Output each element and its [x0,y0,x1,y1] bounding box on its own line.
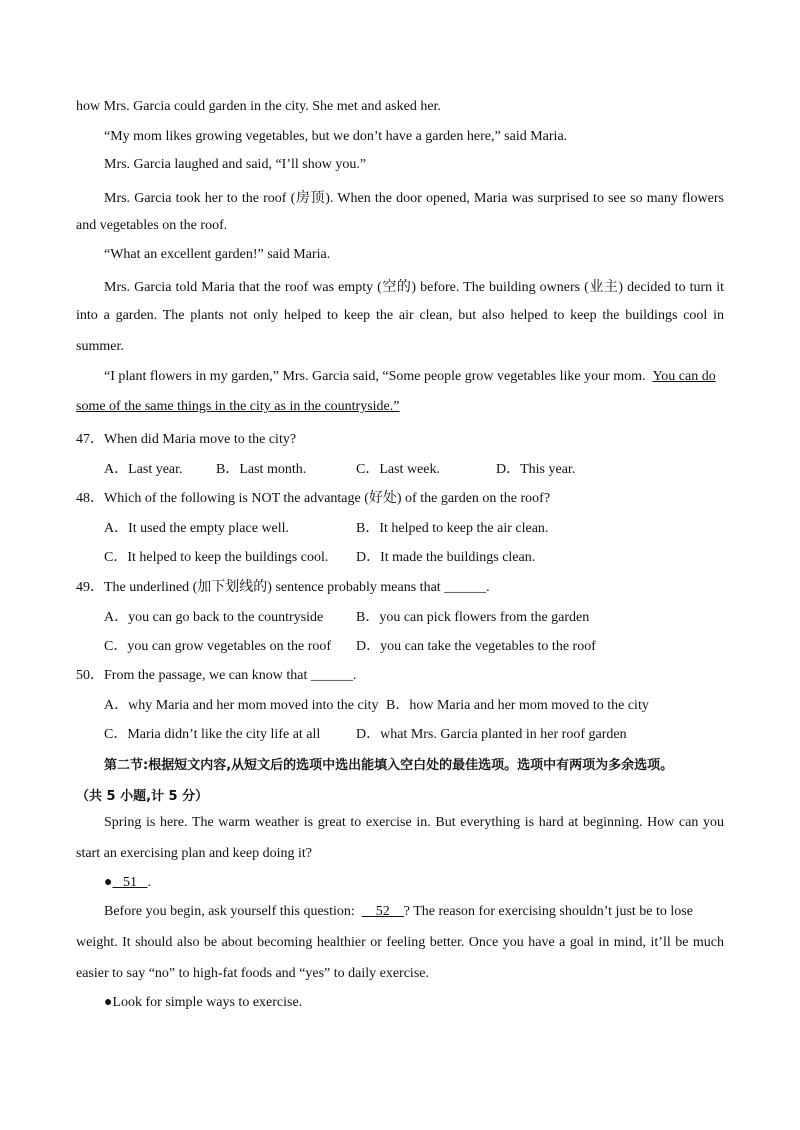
question-stem: 47．When did Maria move to the city? [76,432,297,447]
passage-line: summer. [76,339,124,354]
question-stem: 50．From the passage, we can know that ______. [76,668,357,683]
option-b: B．how Maria and her mom moved to the city [386,698,649,713]
passage-line: and vegetables on the roof. [76,218,228,233]
passage-line: “My mom likes growing vegetables, but we don’t have a garden here,” said Maria. [104,129,568,144]
option-d: D．you can take the vegetables to the roof [356,639,596,654]
option-c: C．Maria didn’t like the city life at all [104,727,321,742]
option-c: C．It helped to keep the buildings cool. [104,550,329,565]
section-heading: 第二节:根据短文内容,从短文后的选项中选出能填入空白处的最佳选项。选项中有两项为多余选项。 [104,758,674,773]
option-a: A．Last year. [104,462,183,477]
option-b: B．Last month. [216,462,307,477]
passage-line: into a garden. The plants not only helped to keep the air clean, but also helped to keep the buildings cool in [76,308,724,323]
blank-52: 52 [375,904,390,919]
option-d: D．This year. [496,462,576,477]
option-c: C．Last week. [356,462,440,477]
passage-line: “What an excellent garden!” said Maria. [104,247,331,262]
blank-51-line: ● 51 . [104,875,151,890]
passage-line: how Mrs. Garcia could garden in the city. She met and asked her. [76,99,441,114]
option-a: A．why Maria and her mom moved into the city [104,698,379,713]
passage-line: weight. It should also be about becoming healthier or feeling better. Once you have a goal in mind, it’ll be much [76,935,724,950]
underlined-sentence-part: some of the same things in the city as in the countryside.” [76,399,400,414]
passage-line: easier to say “no” to high-fat foods and “yes” to daily exercise. [76,966,429,981]
passage-line: Mrs. Garcia took her to the roof (房顶). When the door opened, Maria was surprised to see so many flowers [104,191,724,206]
passage-line: start an exercising plan and keep doing it? [76,846,312,861]
blank-51: 51 [122,875,137,890]
question-stem: 49．The underlined (加下划线的) sentence probably means that ______. [76,580,490,595]
option-c: C．you can grow vegetables on the roof [104,639,332,654]
question-stem: 48．Which of the following is NOT the advantage (好处) of the garden on the roof? [76,491,551,506]
underlined-sentence-part: You can do [652,369,716,384]
bullet-icon: ● [104,875,113,890]
option-d: D．what Mrs. Garcia planted in her roof garden [356,727,627,742]
passage-text: “I plant flowers in my garden,” Mrs. Garcia said, “Some people grow vegetables like your mom. [104,369,646,384]
passage-line: Mrs. Garcia told Maria that the roof was empty (空的) before. The building owners (业主) decided to turn it [104,280,724,295]
option-b: B．you can pick flowers from the garden [356,610,590,625]
passage-line [104,369,716,385]
option-d: D．It made the buildings clean. [356,550,536,565]
passage-line: Mrs. Garcia laughed and said, “I’ll show you.” [104,157,367,172]
option-a: A．It used the empty place well. [104,521,290,536]
option-a: A．you can go back to the countryside [104,610,324,625]
option-b: B．It helped to keep the air clean. [356,521,549,536]
passage-line: Spring is here. The warm weather is great to exercise in. But everything is hard at beginning. How can you [104,815,724,830]
section-heading-score: （共 5 小题,计 5 分） [76,789,209,804]
passage-line: Before you begin, ask yourself this question: 52 ? The reason for exercising shouldn’t just be to lose [104,904,693,919]
bullet-heading: ●Look for simple ways to exercise. [104,995,303,1010]
